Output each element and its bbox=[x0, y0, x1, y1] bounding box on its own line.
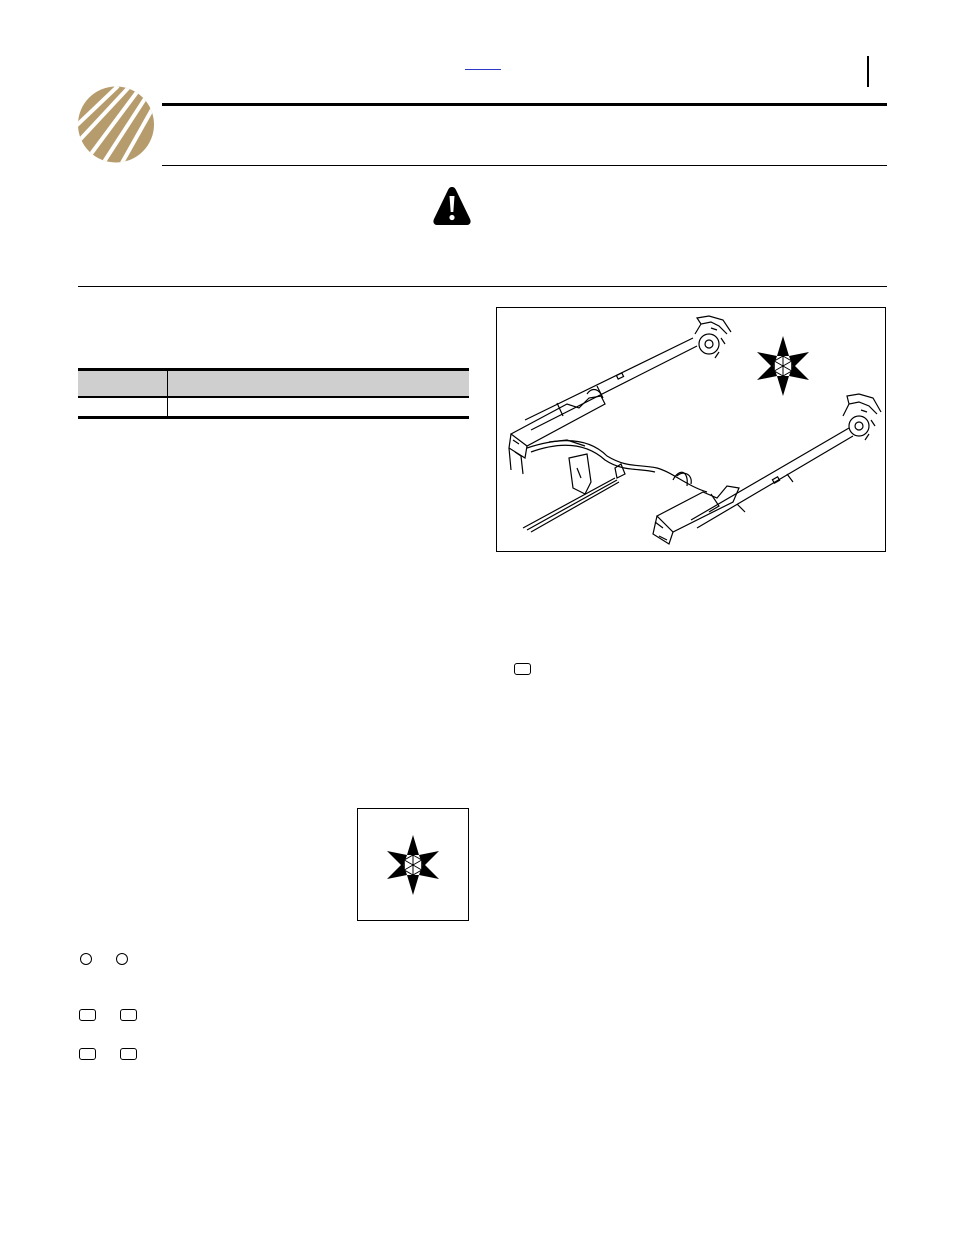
callout-box-marker bbox=[79, 1009, 96, 1021]
callout-box-marker bbox=[514, 663, 531, 675]
callout-box-marker bbox=[120, 1048, 137, 1060]
callout-box-marker bbox=[120, 1009, 137, 1021]
callout-box-marker bbox=[79, 1048, 96, 1060]
table-header-rule bbox=[78, 396, 469, 398]
header-edge-bar bbox=[867, 56, 869, 87]
safety-alert-icon bbox=[432, 185, 472, 227]
section-divider bbox=[78, 286, 887, 287]
table-column-divider bbox=[167, 371, 168, 416]
page-link-underline[interactable] bbox=[465, 69, 501, 70]
callout-circle-marker bbox=[80, 953, 92, 965]
brand-logo-icon bbox=[78, 86, 154, 163]
table-bottom-rule bbox=[78, 416, 469, 419]
direction-star-icon bbox=[358, 809, 468, 920]
table-header-row bbox=[78, 371, 469, 396]
title-rule-thick bbox=[162, 103, 887, 106]
specification-table bbox=[78, 368, 469, 420]
callout-circle-marker bbox=[116, 953, 128, 965]
assembly-figure bbox=[496, 307, 886, 552]
direction-figure bbox=[357, 808, 469, 921]
hitch-assembly-drawing bbox=[497, 308, 885, 551]
title-rule-thin bbox=[162, 165, 887, 166]
